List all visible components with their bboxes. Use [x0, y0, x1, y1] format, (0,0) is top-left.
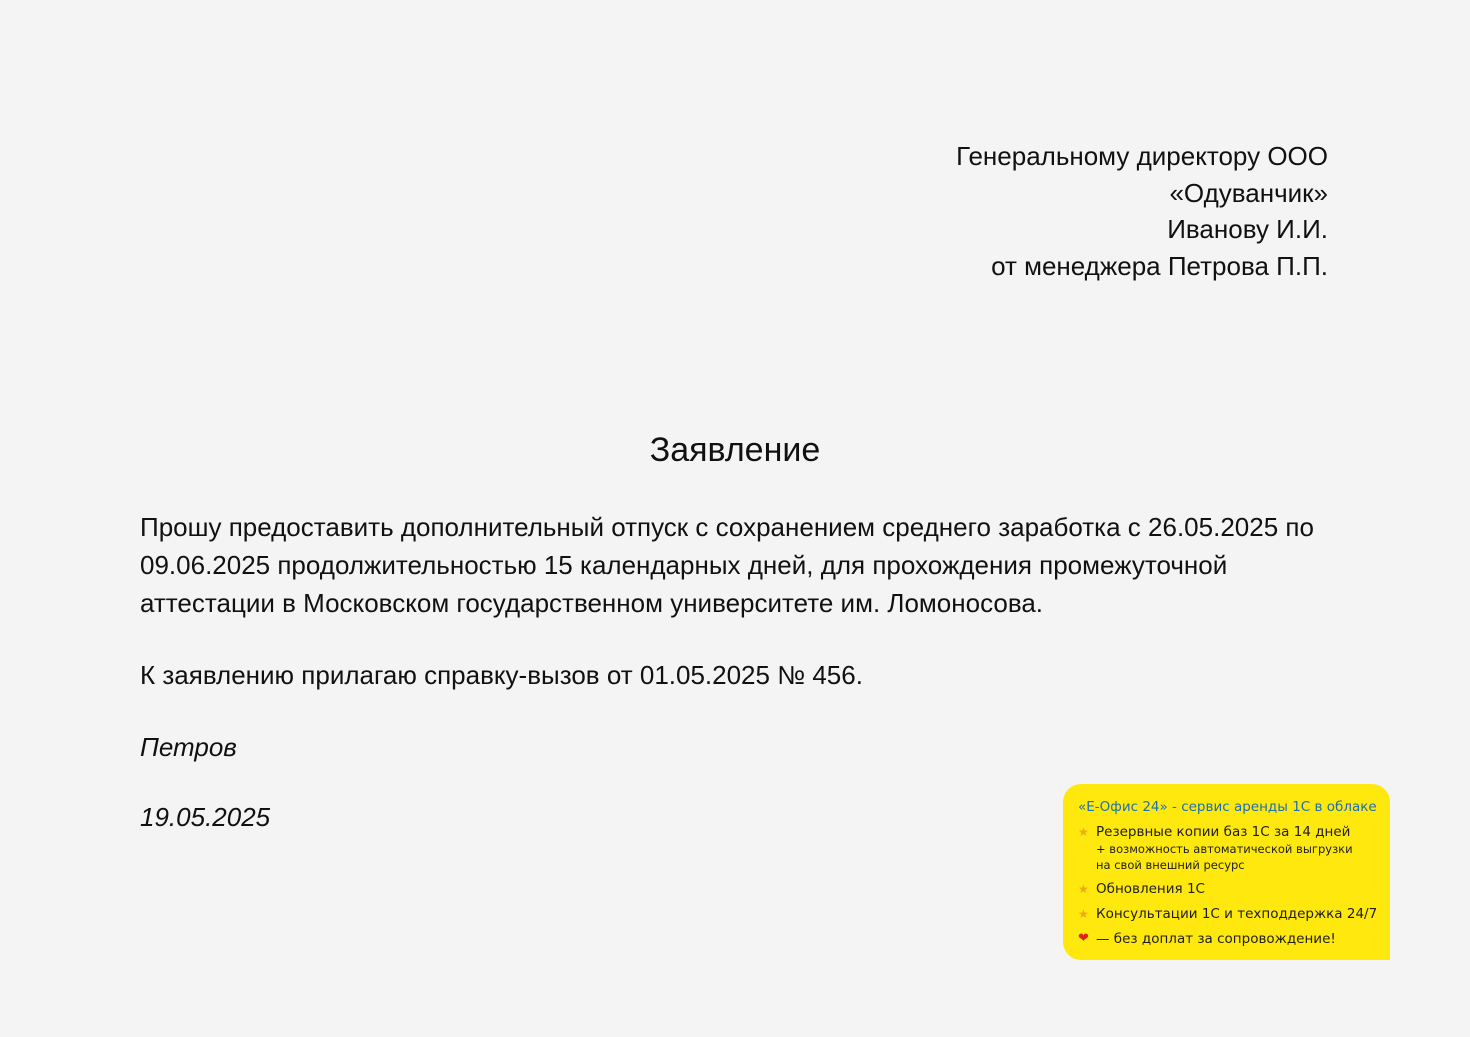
addressee-line: «Одуванчик» — [1169, 177, 1328, 208]
document-body: Прошу предоставить дополнительный отпуск с сохранением среднего заработка с 26.05.2025 по 09.06.2025 продолжительностью 15 календарных дней, для прохождения промежуточной аттестации в Московском государственном университете им. Ломоносова. — [140, 512, 1314, 618]
addressee-line: Иванову И.И. — [1167, 214, 1328, 244]
promo-item-text: Консультации 1С и техподдержка 24/7 — [1096, 906, 1378, 922]
promo-item — [1078, 930, 1380, 948]
promo-banner[interactable] — [1063, 784, 1390, 960]
promo-item — [1078, 905, 1380, 923]
promo-item-subtext: + возможность автоматической выгрузки — [1096, 842, 1353, 856]
heart-icon: ❤ — [1078, 931, 1089, 946]
addressee-block — [956, 138, 1328, 284]
promo-item-text: Обновления 1С — [1096, 881, 1205, 897]
document-title: Заявление — [649, 431, 821, 469]
star-icon: ★ — [1078, 907, 1089, 921]
promo-item — [1078, 823, 1380, 873]
signature: Петров — [140, 732, 237, 762]
addressee-line: от менеджера Петрова П.П. — [991, 250, 1328, 281]
document-date: 19.05.2025 — [140, 802, 271, 832]
attachment-line: К заявлению прилагаю справку-вызов от 01.05.2025 № 456. — [140, 660, 863, 690]
star-icon: ★ — [1078, 825, 1089, 839]
addressee-line: Генеральному директору ООО — [956, 141, 1328, 171]
promo-item — [1078, 880, 1380, 898]
promo-title[interactable]: «Е-Офис 24» - сервис аренды 1С в облаке — [1078, 799, 1377, 815]
star-icon: ★ — [1078, 882, 1089, 896]
promo-item-text: Резервные копии баз 1С за 14 дней — [1096, 824, 1351, 840]
promo-item-text: — без доплат за сопровождение! — [1096, 931, 1336, 947]
promo-item-subtext: на свой внешний ресурс — [1096, 858, 1245, 872]
